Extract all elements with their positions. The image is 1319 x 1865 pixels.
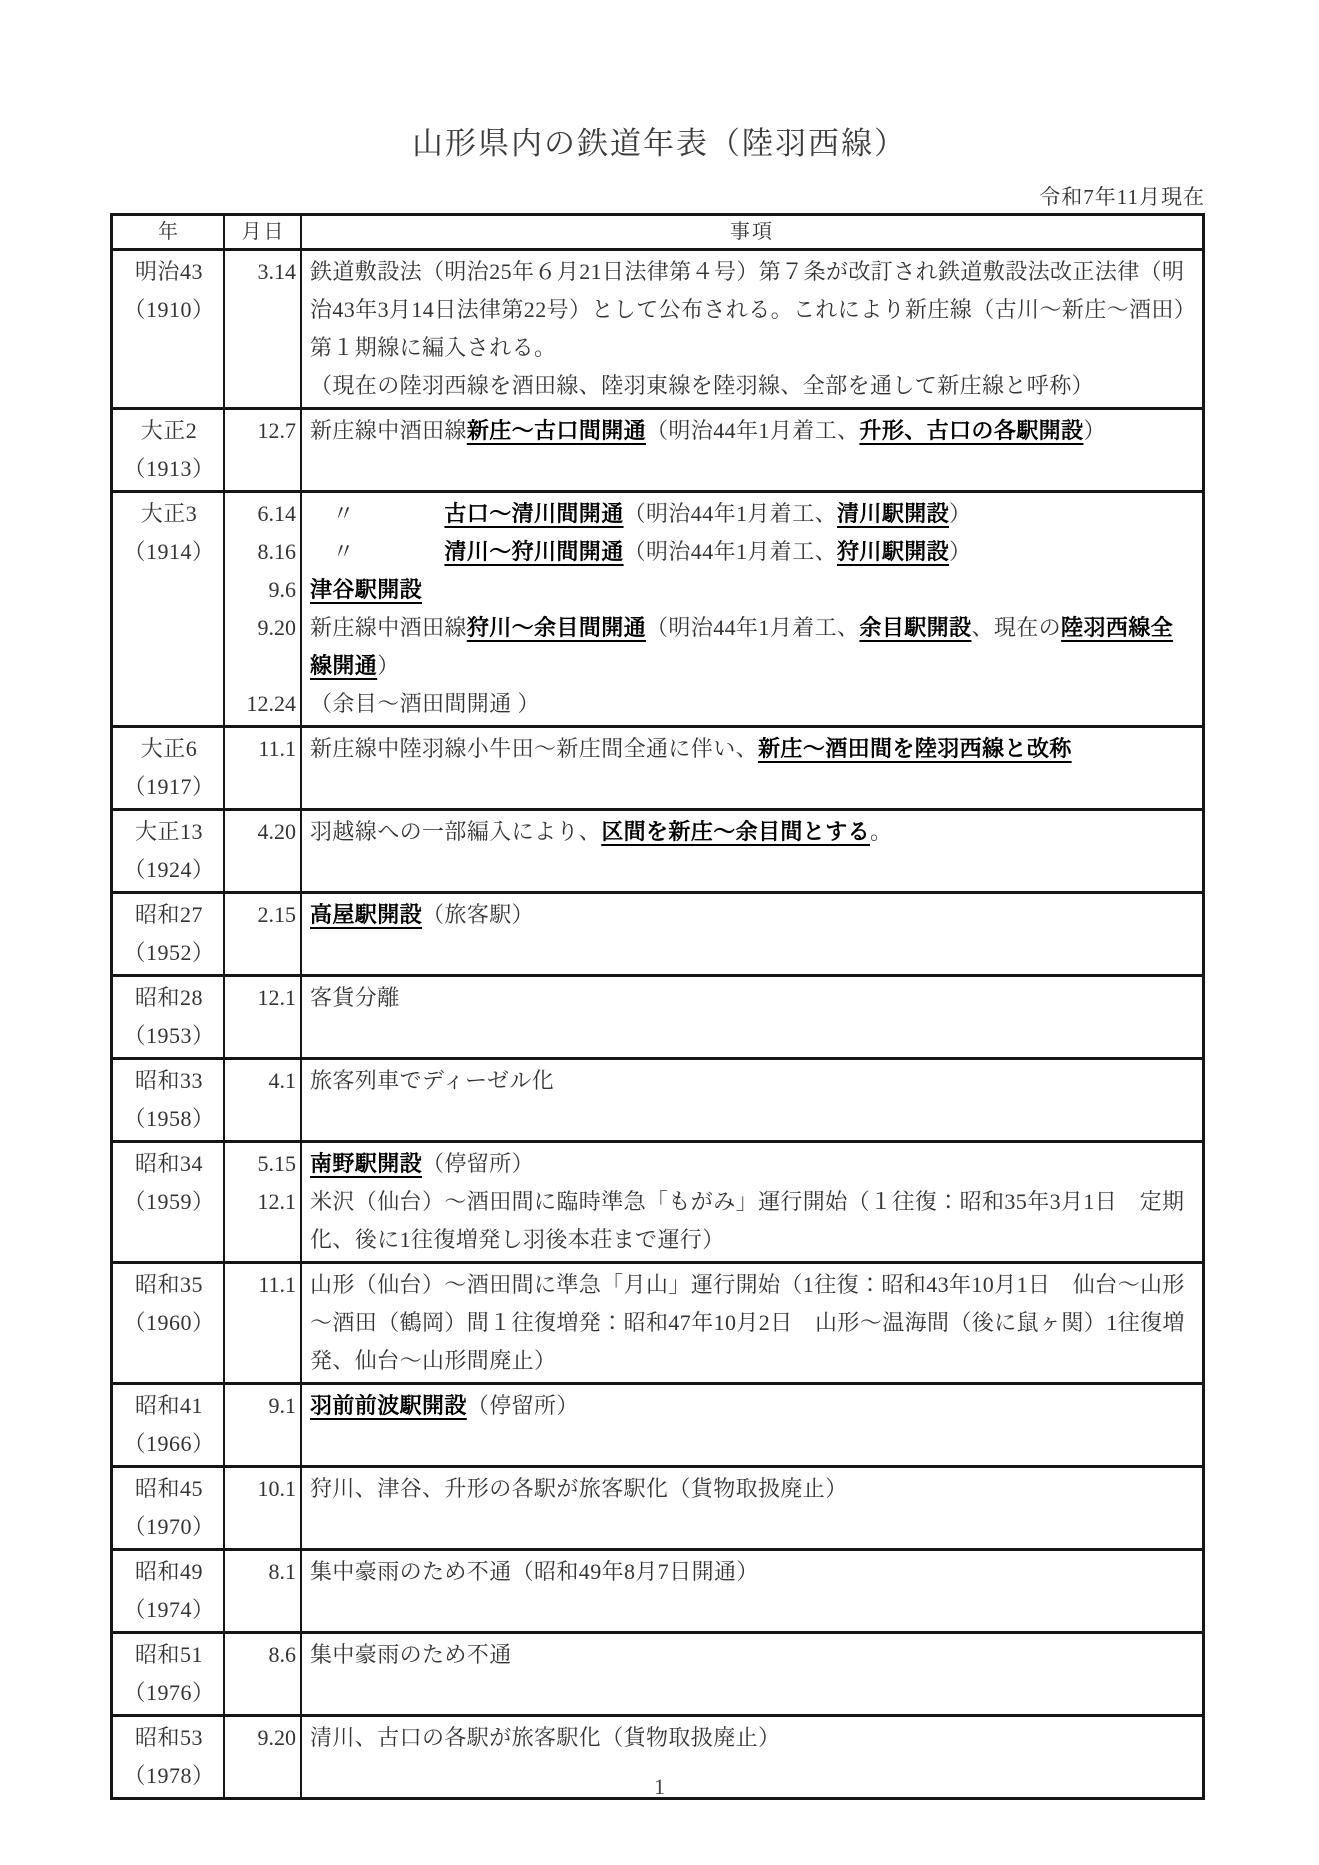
date-cell: 11.1 — [258, 736, 296, 761]
event-text — [302, 813, 1202, 889]
date-cell: 12.1 — [257, 985, 296, 1010]
western-year-label: （1959） — [123, 1189, 215, 1214]
date-cell: 9.20 — [257, 1725, 296, 1750]
plain-text: （余目～酒田間開通 ） — [310, 691, 540, 716]
plain-text: 〃 — [310, 539, 445, 564]
emphasized-text: 狩川～余目間開通 — [466, 615, 647, 640]
era-label: 昭和41 — [134, 1393, 203, 1418]
event-text — [302, 1145, 1202, 1183]
timeline-table-body — [113, 251, 1202, 1797]
event-text — [302, 1553, 1202, 1629]
era-label: 昭和53 — [134, 1725, 203, 1750]
era-label: 昭和49 — [134, 1559, 203, 1584]
event-text — [302, 1636, 1202, 1712]
emphasized-text: 清川駅開設 — [837, 501, 950, 526]
era-label: 昭和33 — [134, 1068, 203, 1093]
event-text — [302, 1183, 1202, 1259]
plain-text: 羽越線への一部編入により、 — [310, 819, 602, 844]
table-row — [113, 974, 1202, 1057]
year-cell — [113, 730, 225, 806]
table-row — [113, 891, 1202, 974]
event-text — [302, 730, 1202, 806]
column-header-date: 月日 — [241, 221, 286, 243]
table-row — [113, 1057, 1202, 1140]
table-row — [113, 1140, 1202, 1261]
era-label: 昭和35 — [134, 1272, 203, 1297]
event-text — [302, 412, 1202, 488]
emphasized-text: 区間を新庄～余目間とする — [601, 819, 871, 844]
emphasized-text: 清川～狩川間開通 — [444, 539, 624, 564]
page-number: 1 — [654, 1774, 665, 1799]
date-cell: 9.20 — [257, 615, 296, 640]
western-year-label: （1952） — [123, 940, 215, 965]
column-header-item: 事項 — [730, 221, 774, 243]
western-year-label: （1913） — [123, 456, 215, 481]
plain-text: 新庄線中酒田線 — [310, 615, 467, 640]
emphasized-text: 余目駅開設 — [859, 615, 972, 640]
era-label: 明治43 — [134, 259, 203, 284]
table-row — [113, 490, 1202, 725]
western-year-label: （1976） — [123, 1680, 215, 1705]
event-text — [302, 533, 1202, 571]
plain-text: （停留所） — [466, 1393, 579, 1418]
western-year-label: （1966） — [123, 1431, 215, 1456]
table-row — [113, 725, 1202, 808]
year-cell — [113, 1470, 225, 1546]
era-label: 昭和34 — [134, 1151, 203, 1176]
plain-text: 新庄線中陸羽線小牛田～新庄間全通に伴い、 — [310, 736, 759, 761]
timeline-table — [110, 213, 1205, 1800]
year-cell — [113, 412, 225, 488]
date-cell: 4.20 — [257, 819, 296, 844]
year-cell — [113, 1145, 225, 1259]
plain-text: 鉄道敷設法（明治25年６月21日法律第４号）第７条が改訂され鉄道敷設法改正法律（明治43年3月14日法律第22号）として公布される。これにより新庄線（古川～新庄～酒田）第１期線に編入される。 — [310, 259, 1186, 360]
event-text — [302, 495, 1202, 533]
emphasized-text: 狩川駅開設 — [837, 539, 950, 564]
plain-text: （明治44年1月着工、 — [623, 539, 838, 564]
event-text — [302, 896, 1202, 972]
year-cell — [113, 1553, 225, 1629]
date-cell: 12.7 — [257, 418, 296, 443]
plain-text: （停留所） — [422, 1151, 535, 1176]
date-cell: 6.14 — [257, 501, 296, 526]
emphasized-text: 南野駅開設 — [310, 1151, 423, 1176]
event-text — [302, 571, 1202, 609]
date-cell: 10.1 — [257, 1476, 296, 1501]
plain-text: （旅客駅） — [422, 902, 535, 927]
plain-text: 集中豪雨のため不通（昭和49年8月7日開通） — [310, 1559, 759, 1584]
table-row — [113, 1548, 1202, 1631]
year-cell — [113, 1062, 225, 1138]
event-text — [302, 367, 1202, 405]
table-row — [113, 1631, 1202, 1714]
western-year-label: （1910） — [123, 297, 215, 322]
event-text — [302, 253, 1202, 367]
era-label: 大正3 — [140, 501, 198, 526]
emphasized-text: 陸羽西線全線開通 — [310, 615, 1174, 678]
date-cell: 12.1 — [257, 1189, 296, 1214]
plain-text: （明治44年1月着工、 — [623, 501, 838, 526]
event-text — [302, 1062, 1202, 1138]
page-title: 山形県内の鉄道年表（陸羽西線） — [412, 126, 907, 161]
column-header-year: 年 — [158, 221, 180, 243]
western-year-label: （1924） — [123, 857, 215, 882]
as-of-date: 令和7年11月現在 — [1039, 185, 1205, 209]
year-cell — [113, 813, 225, 889]
table-row — [113, 251, 1202, 407]
plain-text: ） — [949, 539, 972, 564]
emphasized-text: 羽前前波駅開設 — [310, 1393, 467, 1418]
event-text — [302, 609, 1202, 685]
year-cell — [113, 495, 225, 723]
era-label: 昭和45 — [134, 1476, 203, 1501]
year-cell — [113, 253, 225, 405]
western-year-label: （1960） — [123, 1310, 215, 1335]
plain-text: 旅客列車でディーゼル化 — [310, 1068, 555, 1093]
plain-text: 。 — [870, 819, 893, 844]
table-row — [113, 1465, 1202, 1548]
event-text — [302, 1387, 1202, 1463]
year-cell — [113, 1387, 225, 1463]
western-year-label: （1914） — [123, 539, 215, 564]
era-label: 大正6 — [140, 736, 198, 761]
plain-text: 新庄線中酒田線 — [310, 418, 467, 443]
date-cell: 2.15 — [257, 902, 296, 927]
plain-text: ） — [949, 501, 972, 526]
table-row — [113, 808, 1202, 891]
plain-text: 集中豪雨のため不通 — [310, 1642, 512, 1667]
era-label: 昭和28 — [134, 985, 203, 1010]
date-cell: 11.1 — [258, 1272, 296, 1297]
era-label: 昭和51 — [134, 1642, 203, 1667]
event-text — [302, 685, 1202, 723]
plain-text: 米沢（仙台）～酒田間に臨時準急「もがみ」運行開始（１往復：昭和35年3月1日 定期化、後に1往復増発し羽後本荘まで運行） — [310, 1189, 1185, 1252]
event-text — [302, 1470, 1202, 1546]
plain-text: ） — [1083, 418, 1106, 443]
western-year-label: （1958） — [123, 1106, 215, 1131]
date-cell: 8.6 — [268, 1642, 296, 1667]
year-cell — [113, 1636, 225, 1712]
plain-text: 清川、古口の各駅が旅客駅化（貨物取扱廃止） — [310, 1725, 781, 1750]
emphasized-text: 津谷駅開設 — [310, 577, 423, 602]
era-label: 昭和27 — [134, 902, 203, 927]
era-label: 大正2 — [140, 418, 198, 443]
table-row — [113, 407, 1202, 490]
date-cell: 8.1 — [268, 1559, 296, 1584]
western-year-label: （1970） — [123, 1514, 215, 1539]
date-cell — [225, 367, 302, 405]
date-cell: 3.14 — [257, 259, 296, 284]
date-cell: 8.16 — [257, 539, 296, 564]
emphasized-text: 古口～清川間開通 — [444, 501, 624, 526]
plain-text: （明治44年1月着工、 — [646, 418, 860, 443]
date-cell: 12.24 — [246, 691, 296, 716]
plain-text: ） — [377, 653, 400, 678]
emphasized-text: 新庄～古口間開通 — [466, 418, 647, 443]
date-cell: 9.6 — [268, 577, 296, 602]
western-year-label: （1917） — [123, 774, 215, 799]
date-cell: 4.1 — [268, 1068, 296, 1093]
western-year-label: （1974） — [123, 1597, 215, 1622]
year-cell — [113, 979, 225, 1055]
event-text — [302, 979, 1202, 1055]
year-cell — [113, 1266, 225, 1380]
plain-text: （現在の陸羽西線を酒田線、陸羽東線を陸羽線、全部を通して新庄線と呼称） — [310, 373, 1095, 398]
era-label: 大正13 — [134, 819, 203, 844]
plain-text: 山形（仙台）～酒田間に準急「月山」運行開始（1往復：昭和43年10月1日 仙台～山形～酒田（鶴岡）間１往復増発：昭和47年10月2日 山形～温海間（後に鼠ヶ関）1往復増発、仙台～山形間廃止） — [310, 1272, 1185, 1373]
table-header-row — [113, 216, 1202, 251]
plain-text: 〃 — [310, 501, 445, 526]
date-cell: 9.1 — [268, 1393, 296, 1418]
table-row — [113, 1261, 1202, 1382]
western-year-label: （1978） — [123, 1763, 215, 1788]
plain-text: （明治44年1月着工、 — [646, 615, 860, 640]
emphasized-text: 高屋駅開設 — [310, 902, 423, 927]
western-year-label: （1953） — [123, 1023, 215, 1048]
plain-text: 狩川、津谷、升形の各駅が旅客駅化（貨物取扱廃止） — [310, 1476, 848, 1501]
emphasized-text: 新庄～酒田間を陸羽西線と改称 — [758, 736, 1072, 761]
plain-text: 客貨分離 — [310, 985, 400, 1010]
year-cell — [113, 896, 225, 972]
event-text — [302, 1266, 1202, 1380]
emphasized-text: 升形、古口の各駅開設 — [859, 418, 1084, 443]
date-cell: 5.15 — [257, 1151, 296, 1176]
plain-text: 、現在の — [971, 615, 1062, 640]
table-row — [113, 1382, 1202, 1465]
